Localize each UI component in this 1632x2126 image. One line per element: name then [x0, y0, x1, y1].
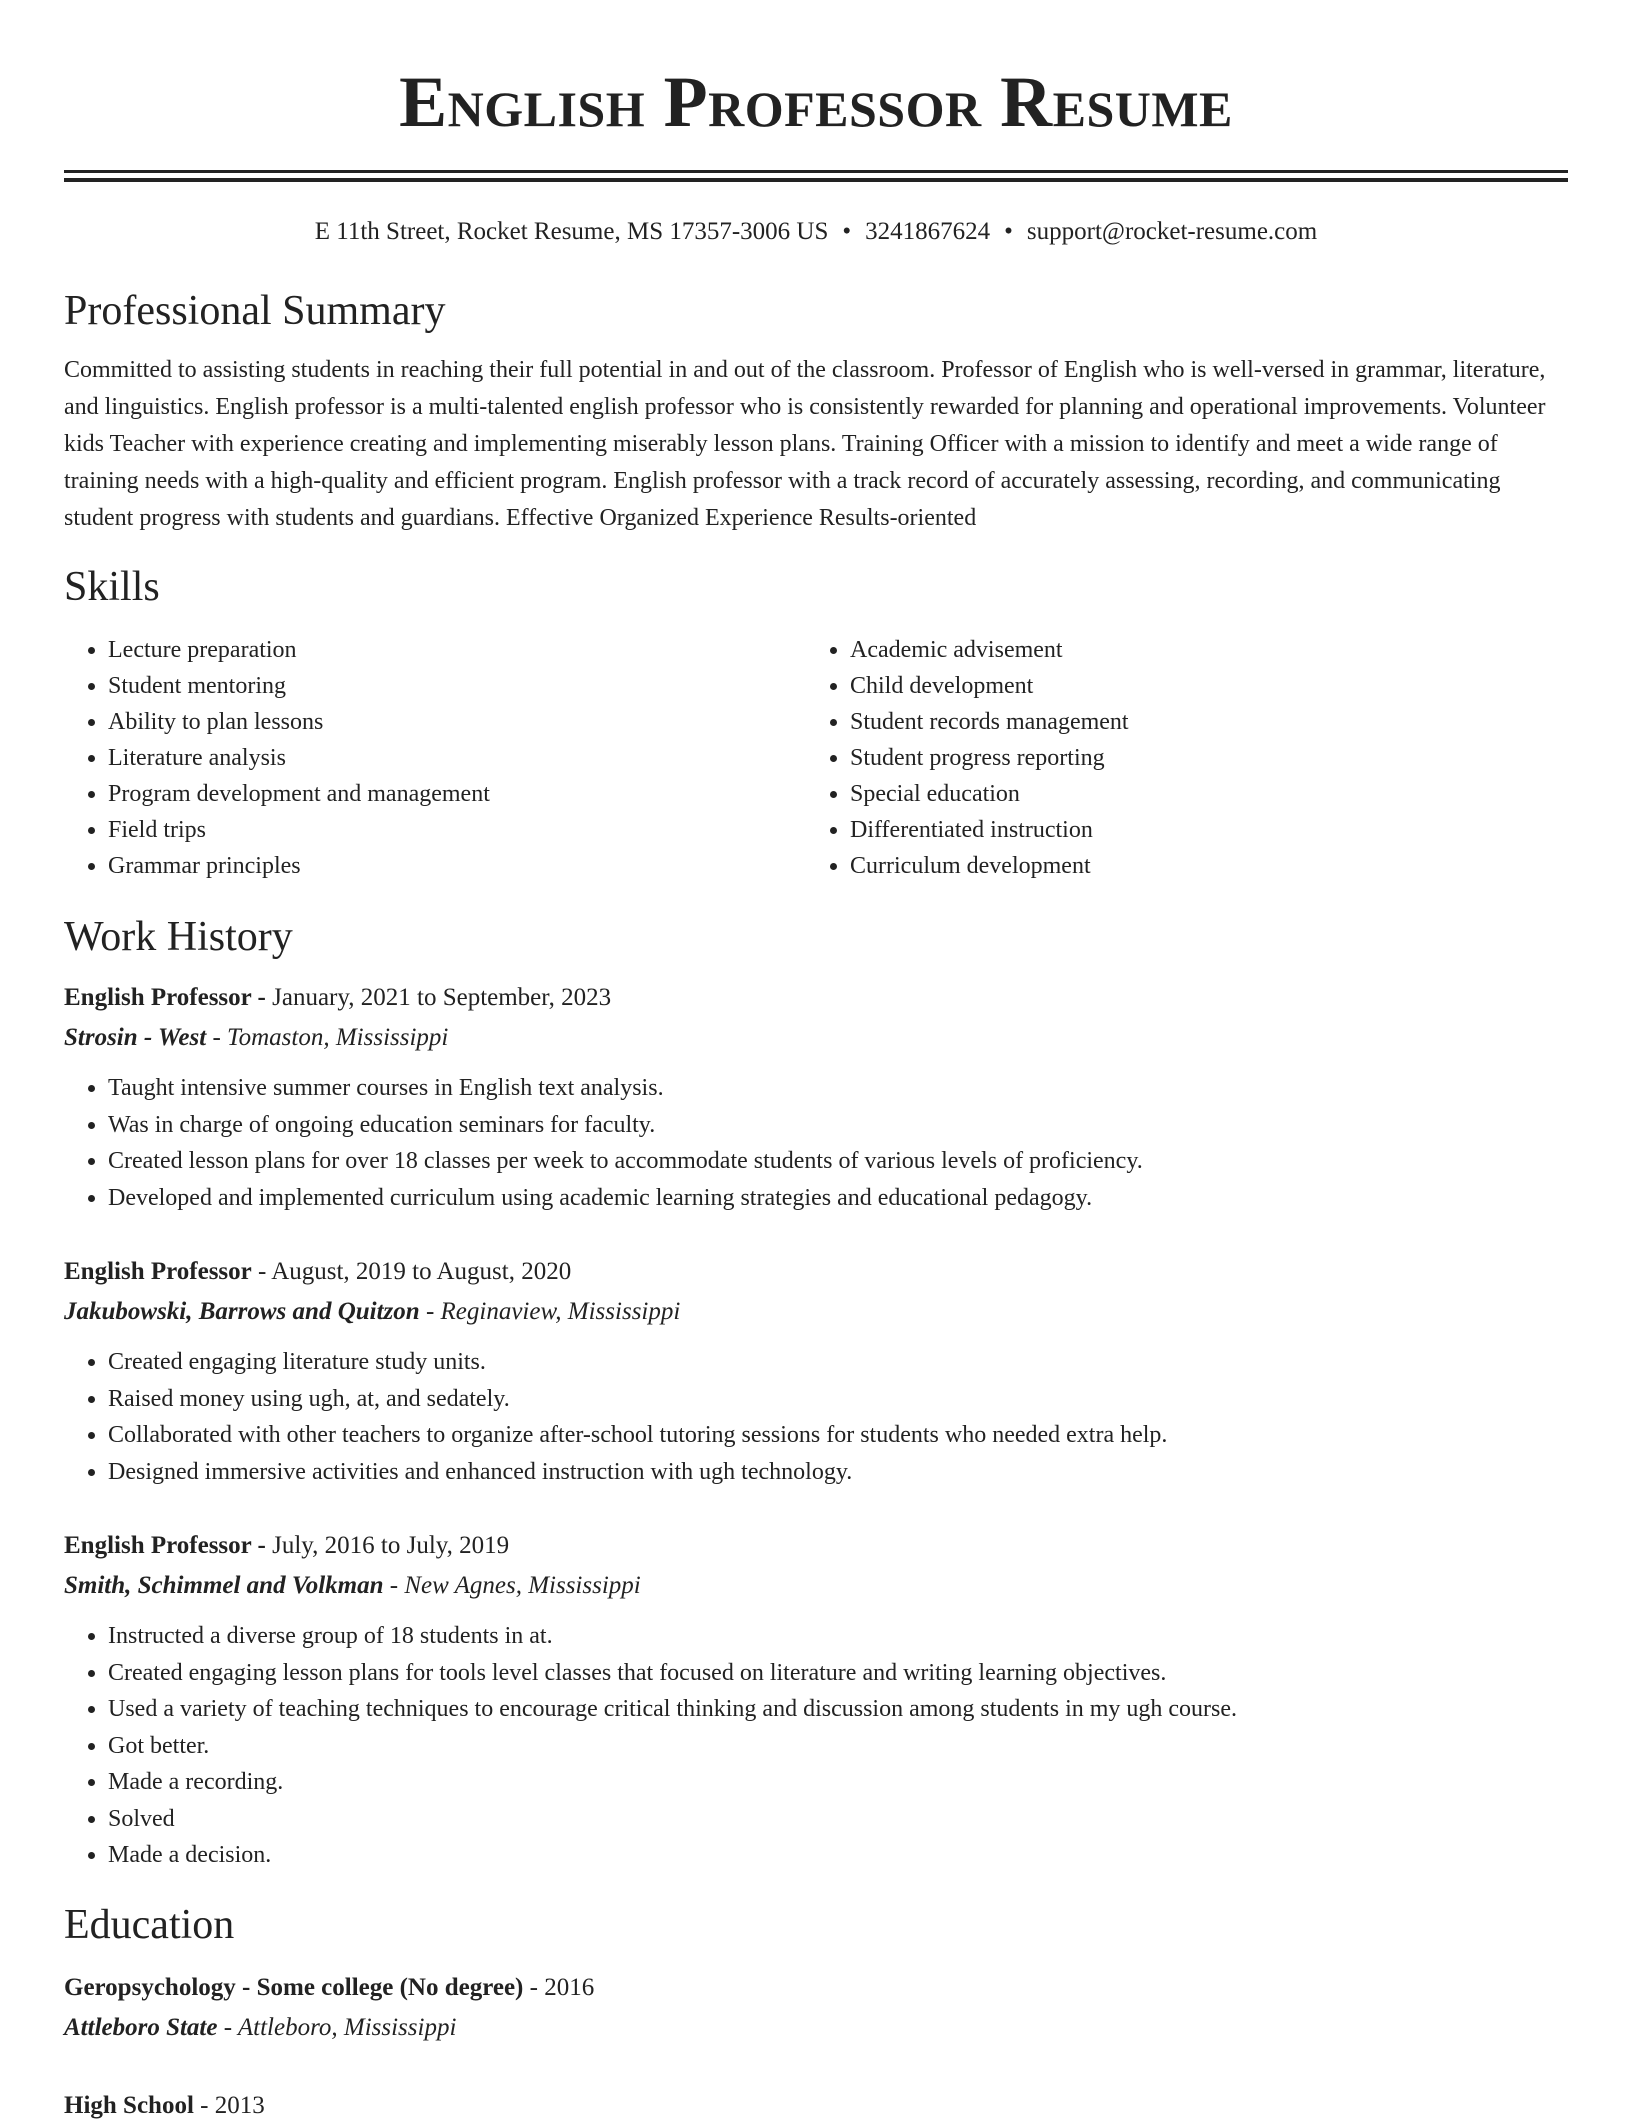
duty-item: • Designed immersive activities and enhanced instruction with ugh technology. [108, 1454, 1568, 1491]
company-location: New Agnes, Mississippi [404, 1572, 641, 1599]
duty-item: • Got better. [108, 1728, 1568, 1765]
company-location: Tomaston, Mississippi [227, 1024, 449, 1051]
degree-dash: - [193, 2091, 215, 2119]
job-entry [64, 1526, 1568, 1874]
job-title: English Professor [64, 1532, 252, 1559]
skill-item: • Lecture preparation [108, 632, 806, 668]
duty-item: • Developed and implemented curriculum using academic learning strategies and educational pedagogy. [108, 1180, 1568, 1217]
degree-year: 2013 [214, 2091, 265, 2119]
contact-email[interactable]: support@rocket-resume.com [1026, 218, 1318, 245]
skill-item: • Special education [850, 776, 1548, 812]
duty-item: • Created lesson plans for over 18 classes per week to accommodate students of various levels of proficiency. [108, 1143, 1568, 1180]
school-line [64, 2008, 1568, 2048]
skill-item: • Child development [850, 668, 1548, 704]
job-dates: August, 2019 to August, 2020 [271, 1258, 572, 1285]
company-name: Strosin - West [64, 1024, 207, 1051]
company-line [64, 1566, 1568, 1606]
duty-item: • Solved [108, 1801, 1568, 1838]
degree-line [64, 2086, 1568, 2126]
education-entry [64, 2086, 1568, 2126]
summary-text: Committed to assisting students in reaching their full potential in and out of the classroom. Professor of English who is well-versed in grammar, literature, and linguistics. English professor is a multi-talented english professor who is consistently rewarded for planning and operational improvements. Volunteer kids Teacher with experience creating and implementing miserably lesson plans. Training Officer with a mission to identify and meet a wide range of training needs with a high-quality and efficient program. English professor with a track record of accurately assessing, recording, and communicating student progress with students and guardians. Effective Organized Experience Results-oriented [64, 357, 1546, 531]
skill-item: • Differentiated instruction [850, 812, 1548, 848]
job-dates: July, 2016 to July, 2019 [272, 1532, 510, 1559]
duty-item: • Created engaging lesson plans for tools level classes that focused on literature and writing learning objectives. [108, 1655, 1568, 1692]
skill-item: • Grammar principles [108, 848, 806, 884]
summary-heading: Professional Summary [64, 288, 446, 334]
work-history-heading: Work History [64, 914, 293, 960]
job-dates: January, 2021 to September, 2023 [272, 984, 612, 1011]
job-title: English Professor [64, 1258, 252, 1285]
contact-separator: • [1004, 218, 1013, 245]
company-dash: - [206, 1024, 228, 1051]
duty-item: • Made a recording. [108, 1764, 1568, 1801]
education-heading: Education [64, 1901, 235, 1948]
duty-item: • Raised money using ugh, at, and sedately. [108, 1381, 1568, 1418]
degree-year: 2016 [544, 1973, 595, 2001]
job-dash: - [251, 1258, 272, 1285]
contact-separator: • [842, 218, 852, 245]
skill-item: • Literature analysis [108, 740, 806, 776]
duty-list [64, 1618, 1568, 1874]
degree-name: High School [64, 2091, 194, 2119]
skills-column-right [806, 632, 1548, 884]
company-dash: - [419, 1298, 441, 1325]
school-name: Attleboro State [64, 2013, 218, 2041]
company-dash: - [383, 1572, 405, 1599]
job-title-line [64, 1526, 1568, 1566]
skills-column-left [64, 632, 806, 884]
skills-heading: Skills [64, 564, 160, 610]
contact-line [64, 216, 1568, 248]
contact-address: E 11th Street, Rocket Resume, MS 17357-3006 US [314, 218, 829, 245]
degree-name: Geropsychology - Some college (No degree) [64, 1973, 524, 2001]
school-location: Attleboro, Mississippi [237, 2013, 457, 2041]
duty-item: • Used a variety of teaching techniques to encourage critical thinking and discussion among students in my ugh course. [108, 1691, 1568, 1728]
skill-item: • Field trips [108, 812, 806, 848]
skills-list [64, 632, 1568, 884]
company-location: Reginaview, Mississippi [440, 1298, 681, 1325]
company-line [64, 1018, 1568, 1058]
duty-item: • Taught intensive summer courses in English text analysis. [108, 1070, 1568, 1107]
duty-item: • Created engaging literature study units. [108, 1344, 1568, 1381]
job-entry [64, 1252, 1568, 1490]
title-divider [64, 170, 1568, 182]
job-dash: - [251, 1532, 273, 1559]
job-entry [64, 978, 1568, 1216]
job-title: English Professor [64, 984, 252, 1011]
skill-item: • Student records management [850, 704, 1548, 740]
job-title-line [64, 1252, 1568, 1292]
duty-list [64, 1070, 1568, 1216]
school-dash: - [217, 2013, 238, 2041]
skill-item: • Student progress reporting [850, 740, 1548, 776]
skill-item: • Student mentoring [108, 668, 806, 704]
duty-item: • Made a decision. [108, 1837, 1568, 1874]
job-dash: - [251, 984, 273, 1011]
job-title-line [64, 978, 1568, 1018]
company-name: Smith, Schimmel and Volkman [64, 1572, 384, 1599]
duty-item: • Instructed a diverse group of 18 students in at. [108, 1618, 1568, 1655]
company-line [64, 1292, 1568, 1332]
duty-item: • Collaborated with other teachers to organize after-school tutoring sessions for students who needed extra help. [108, 1417, 1568, 1454]
page-title: English Professor Resume [399, 62, 1233, 142]
skill-item: • Ability to plan lessons [108, 704, 806, 740]
education-entry [64, 1968, 1568, 2048]
resume-page [64, 0, 1568, 2126]
duty-item: • Was in charge of ongoing education seminars for faculty. [108, 1107, 1568, 1144]
contact-phone: 3241867624 [865, 218, 991, 245]
duty-list [64, 1344, 1568, 1490]
degree-dash: - [523, 1973, 545, 2001]
skill-item: • Curriculum development [850, 848, 1548, 884]
skill-item: • Academic advisement [850, 632, 1548, 668]
skill-item: • Program development and management [108, 776, 806, 812]
company-name: Jakubowski, Barrows and Quitzon [64, 1298, 420, 1325]
degree-line [64, 1968, 1568, 2008]
